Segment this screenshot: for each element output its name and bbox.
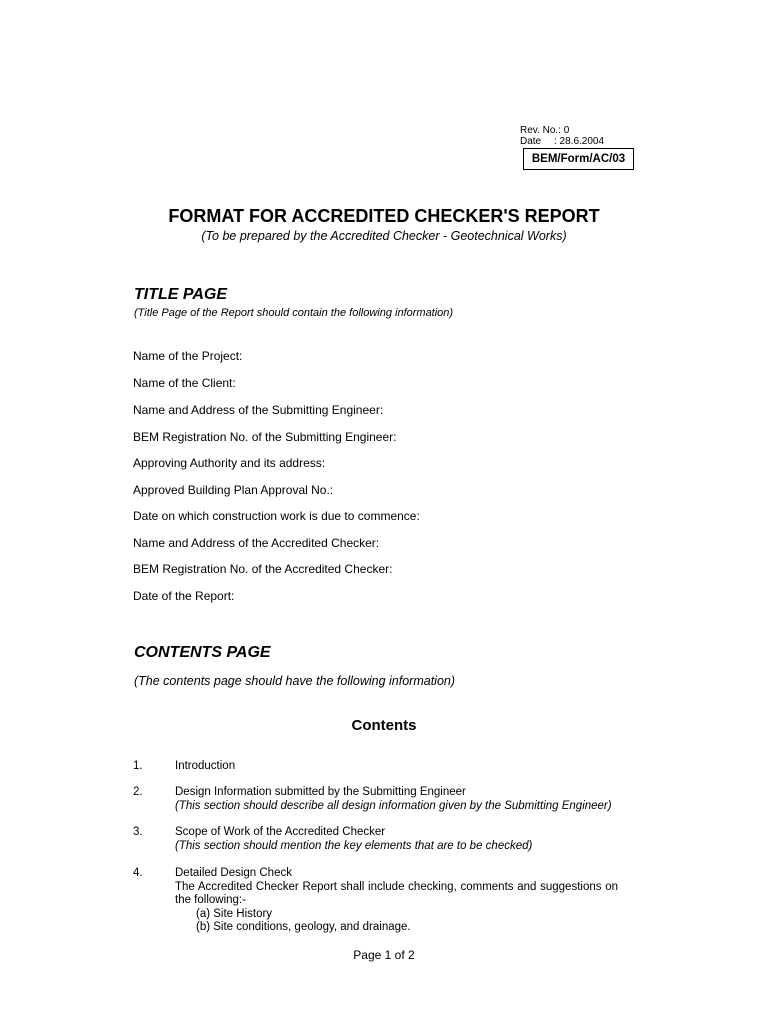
item-title: Introduction bbox=[175, 760, 236, 772]
date-value: : 28.6.2004 bbox=[554, 136, 605, 147]
title-page-heading: TITLE PAGE bbox=[134, 286, 228, 303]
field-project-name: Name of the Project: bbox=[133, 349, 243, 363]
rev-row bbox=[520, 125, 604, 136]
field-report-date: Date of the Report: bbox=[133, 589, 235, 603]
rev-value: 0 bbox=[563, 125, 570, 136]
page-number: Page 1 of 2 bbox=[353, 948, 415, 962]
title-page-note: (Title Page of the Report should contain the following information) bbox=[134, 307, 454, 319]
document-subtitle: (To be prepared by the Accredited Checker - Geotechnical Works) bbox=[201, 229, 567, 243]
date-row bbox=[520, 136, 604, 147]
item-number: 3. bbox=[133, 826, 143, 838]
field-accredited-checker: Name and Address of the Accredited Checker: bbox=[133, 536, 380, 550]
date-label: Date bbox=[520, 136, 542, 147]
rev-label: Rev. No.: bbox=[520, 125, 561, 136]
item-title: Scope of Work of the Accredited Checker bbox=[175, 826, 386, 838]
field-approving-authority: Approving Authority and its address: bbox=[133, 456, 326, 470]
contents-page-heading: CONTENTS PAGE bbox=[134, 644, 271, 661]
item-number: 2. bbox=[133, 786, 143, 798]
item-text: The Accredited Checker Report shall include checking, comments and suggestions on the following:- bbox=[175, 880, 618, 906]
item-number: 1. bbox=[133, 760, 143, 772]
item-title: Detailed Design Check bbox=[175, 867, 292, 879]
revision-info bbox=[520, 125, 604, 147]
form-code-box: BEM/Form/AC/03 bbox=[523, 148, 634, 170]
field-accredited-checker-reg: BEM Registration No. of the Accredited Checker: bbox=[133, 562, 393, 576]
field-submitting-engineer: Name and Address of the Submitting Engineer: bbox=[133, 403, 384, 417]
item-note: (This section should mention the key elements that are to be checked) bbox=[175, 839, 533, 852]
item-title: Design Information submitted by the Submitting Engineer bbox=[175, 786, 466, 798]
field-plan-approval-no: Approved Building Plan Approval No.: bbox=[133, 483, 334, 497]
contents-heading: Contents bbox=[351, 717, 417, 734]
field-commence-date: Date on which construction work is due to commence: bbox=[133, 509, 420, 523]
item-note: (This section should describe all design information given by the Submitting Engineer) bbox=[175, 799, 612, 812]
item-subpoint: (a) Site History bbox=[196, 907, 273, 920]
field-submitting-engineer-reg: BEM Registration No. of the Submitting Engineer: bbox=[133, 430, 397, 444]
contents-page-note: (The contents page should have the following information) bbox=[134, 674, 456, 688]
item-number: 4. bbox=[133, 867, 143, 879]
item-subpoint: (b) Site conditions, geology, and drainage. bbox=[196, 921, 411, 933]
field-client-name: Name of the Client: bbox=[133, 376, 236, 390]
document-title: FORMAT FOR ACCREDITED CHECKER'S REPORT bbox=[168, 206, 600, 226]
